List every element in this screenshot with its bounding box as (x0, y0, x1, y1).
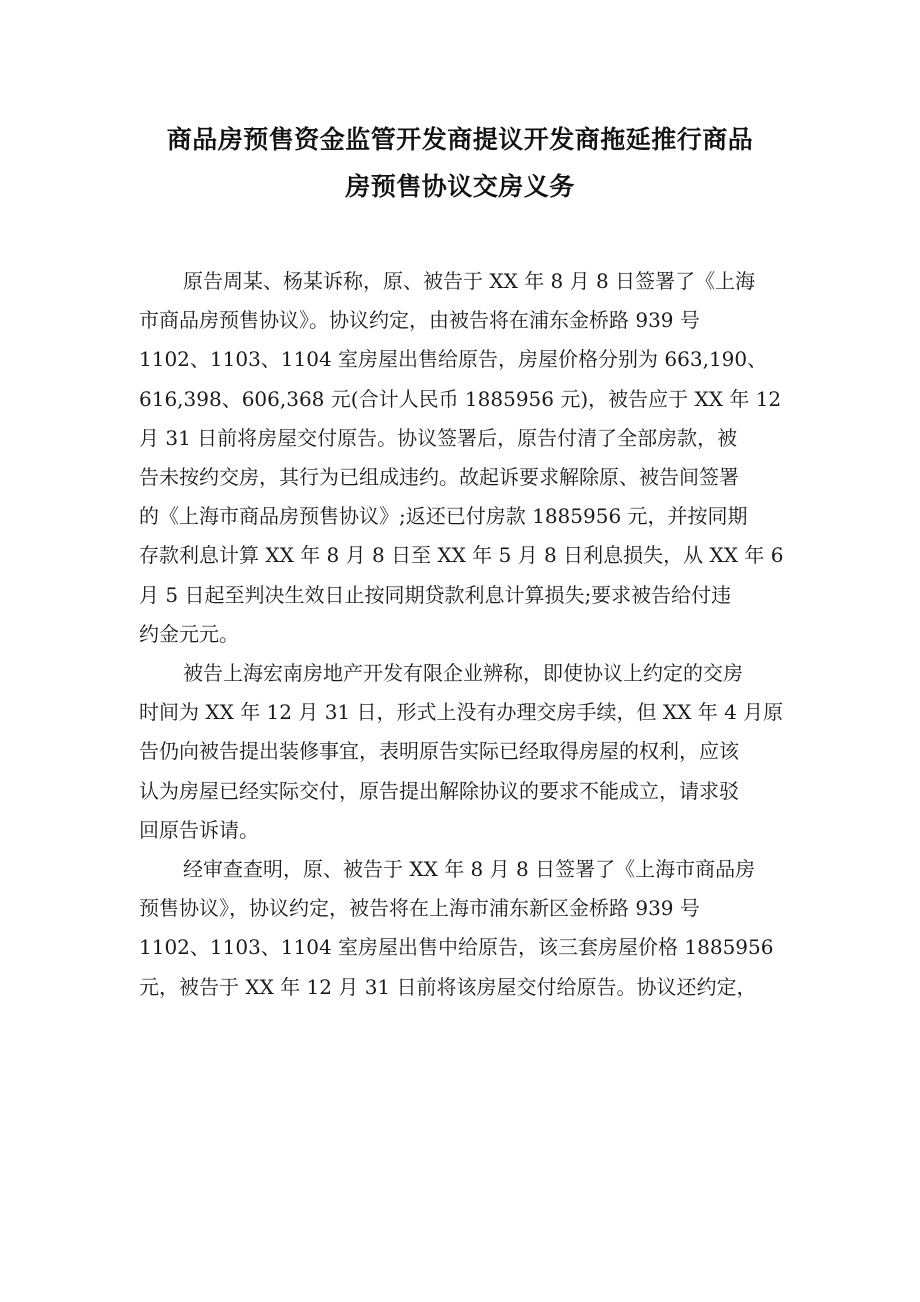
paragraph-defendant-response (139, 654, 784, 850)
text-line: 时间为 XX 年 12 月 31 日，形式上没有办理交房手续，但 XX 年 4 月原 (139, 700, 784, 725)
text-line: 1102、1103、1104 室房屋出售中给原告，该三套房屋价格 1885956 (139, 935, 774, 960)
text-line: 认为房屋已经实际交付，原告提出解除协议的要求不能成立，请求驳 (139, 778, 739, 803)
text-line: 元，被告于 XX 年 12 月 31 日前将该房屋交付给原告。协议还约定， (139, 974, 757, 999)
title-line-1: 商品房预售资金监管开发商提议开发商拖延推行商品 (166, 125, 754, 154)
document-body (139, 262, 784, 1007)
text-line: 1102、1103、1104 室房屋出售给原告，房屋价格分别为 663,190、 (139, 347, 768, 372)
text-line: 告仍向被告提出装修事宜，表明原告实际已经取得房屋的权利，应该 (139, 739, 739, 764)
text-line: 616,398、606,368 元(合计人民币 1885956 元)，被告应于 XX 年 12 (139, 386, 782, 411)
text-line: 月 31 日前将房屋交付原告。协议签署后，原告付清了全部房款，被 (139, 425, 738, 450)
paragraph-court-findings (139, 850, 781, 1007)
text-line: 回原告诉请。 (139, 817, 259, 842)
text-line: 被告上海宏南房地产开发有限企业辨称，即使协议上约定的交房 (183, 661, 743, 686)
text-line: 存款利息计算 XX 年 8 月 8 日至 XX 年 5 月 8 日利息损失，从 XX 年 6 (139, 543, 784, 568)
title-line-2: 房预售协议交房义务 (345, 172, 575, 201)
text-line: 约金元元。 (139, 621, 239, 646)
paragraph-plaintiff-claim (139, 262, 784, 654)
document-title (120, 116, 800, 210)
text-line: 市商品房预售协议》。协议约定，由被告将在浦东金桥路 939 号 (139, 308, 700, 333)
text-line: 预售协议》，协议约定，被告将在上海市浦东新区金桥路 939 号 (139, 896, 700, 921)
text-line: 原告周某、杨某诉称，原、被告于 XX 年 8 月 8 日签署了《上海 (183, 269, 756, 293)
text-line: 告未按约交房，其行为已组成违约。故起诉要求解除原、被告间签署 (139, 465, 739, 490)
text-line: 经审查查明，原、被告于 XX 年 8 月 8 日签署了《上海市商品房 (183, 857, 756, 882)
text-line: 月 5 日起至判决生效日止按同期贷款利息计算损失;要求被告给付违 (139, 582, 732, 607)
text-line: 的《上海市商品房预售协议》;返还已付房款 1885956 元，并按同期 (139, 504, 748, 529)
